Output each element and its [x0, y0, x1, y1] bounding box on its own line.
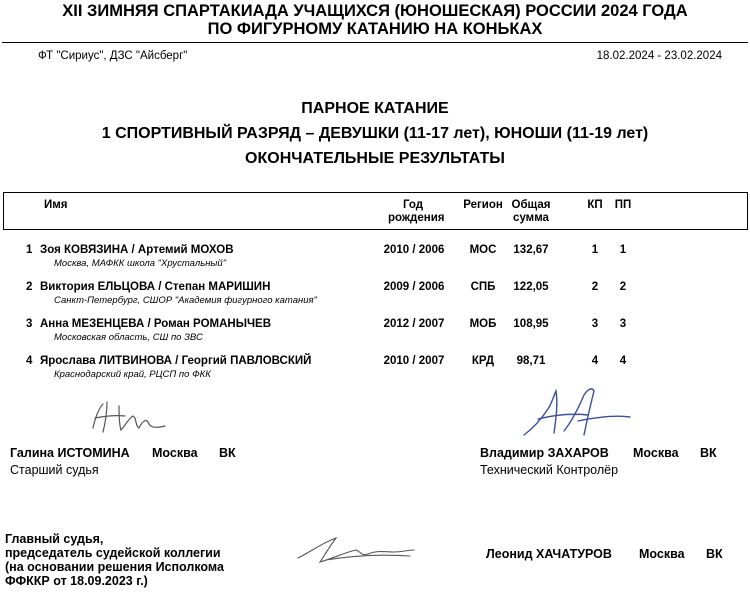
row-region: МОБ: [469, 318, 497, 330]
controller-name: Владимир ЗАХАРОВ: [480, 446, 609, 460]
referee-city: Москва: [152, 446, 198, 460]
row-total: 122,05: [513, 281, 549, 293]
column-header-year-line2: рождения: [388, 212, 445, 224]
discipline-title: ПАРНОЕ КАТАНИЕ: [301, 100, 449, 117]
chief-category: ВК: [706, 547, 723, 561]
referee-name: Галина ИСТОМИНА: [10, 446, 130, 460]
row-names: Ярослава ЛИТВИНОВА / Георгий ПАВЛОВСКИЙ: [40, 355, 312, 367]
column-header-name: Имя: [44, 199, 68, 211]
row-club: Санкт-Петербург, СШОР "Академия фигурного катания": [54, 295, 317, 306]
row-rank: 4: [26, 355, 33, 367]
row-sp-place: 1: [591, 244, 599, 256]
row-fs-place: 4: [619, 355, 627, 367]
row-sp-place: 3: [591, 318, 599, 330]
column-header-total-line2: сумма: [513, 212, 549, 224]
row-club: Москва, МАФКК школа "Хрустальный": [54, 258, 227, 269]
chief-signature-icon: [290, 528, 420, 568]
table-header: [3, 192, 748, 230]
controller-signature-icon: [518, 385, 638, 445]
column-header-total: [506, 199, 556, 225]
category-title: 1 СПОРТИВНЫЙ РАЗРЯД – ДЕВУШКИ (11-17 лет), ЮНОШИ (11-19 лет): [101, 125, 649, 142]
row-names: Виктория ЕЛЬЦОВА / Степан МАРИШИН: [40, 281, 271, 293]
row-total: 132,67: [513, 244, 549, 256]
chief-name: Леонид ХАЧАТУРОВ: [486, 547, 612, 561]
row-fs-place: 1: [619, 244, 627, 256]
chief-role-line1: Главный судья,: [5, 532, 104, 546]
row-total: 108,95: [513, 318, 549, 330]
row-names: Зоя КОВЯЗИНА / Артемий МОХОВ: [40, 244, 234, 256]
row-region: МОС: [469, 244, 497, 256]
event-dates: 18.02.2024 - 23.02.2024: [596, 50, 722, 62]
row-rank: 2: [26, 281, 33, 293]
row-rank: 3: [26, 318, 33, 330]
row-birth-years: 2009 / 2006: [383, 281, 445, 293]
venue: ФТ "Сириус", ДЗС "Айсберг": [38, 50, 188, 62]
column-header-year: [388, 199, 445, 225]
referee-role: Старший судья: [10, 463, 99, 477]
controller-city: Москва: [633, 446, 679, 460]
row-sp-place: 2: [591, 281, 599, 293]
event-title-line2: ПО ФИГУРНОМУ КАТАНИЮ НА КОНЬКАХ: [207, 20, 543, 38]
row-fs-place: 2: [619, 281, 627, 293]
row-rank: 1: [26, 244, 33, 256]
results-title: ОКОНЧАТЕЛЬНЫЕ РЕЗУЛЬТАТЫ: [245, 150, 505, 167]
controller-role: Технический Контролёр: [480, 463, 619, 477]
row-region: СПБ: [470, 281, 496, 293]
column-header-year-line1: Год: [402, 199, 424, 211]
column-header-fs: ПП: [614, 199, 632, 211]
chief-role-line3: (на основании решения Исполкома: [5, 560, 224, 574]
row-club: Краснодарский край, РЦСП по ФКК: [54, 369, 211, 380]
row-sp-place: 4: [591, 355, 599, 367]
chief-city: Москва: [639, 547, 685, 561]
controller-category: ВК: [700, 446, 717, 460]
column-header-sp: КП: [587, 199, 603, 211]
column-header-total-line1: Общая: [511, 199, 551, 211]
header-divider: [2, 42, 748, 43]
chief-role: [5, 532, 224, 588]
row-birth-years: 2010 / 2007: [383, 355, 445, 367]
row-birth-years: 2012 / 2007: [383, 318, 445, 330]
column-header-region: Регион: [463, 199, 503, 211]
referee-signature-icon: [85, 398, 175, 438]
chief-role-line4: ФФККР от 18.09.2023 г.): [5, 574, 148, 588]
row-birth-years: 2010 / 2006: [383, 244, 445, 256]
row-total: 98,71: [516, 355, 546, 367]
row-region: КРД: [471, 355, 495, 367]
referee-category: ВК: [219, 446, 236, 460]
event-title-line1: XII ЗИМНЯЯ СПАРТАКИАДА УЧАЩИХСЯ (ЮНОШЕСКАЯ) РОССИИ 2024 ГОДА: [62, 2, 688, 20]
chief-role-line2: председатель судейской коллегии: [5, 546, 221, 560]
row-fs-place: 3: [619, 318, 627, 330]
row-club: Московская область, СШ по ЗВС: [54, 332, 203, 343]
row-names: Анна МЕЗЕНЦЕВА / Роман РОМАНЫЧЕВ: [40, 318, 272, 330]
